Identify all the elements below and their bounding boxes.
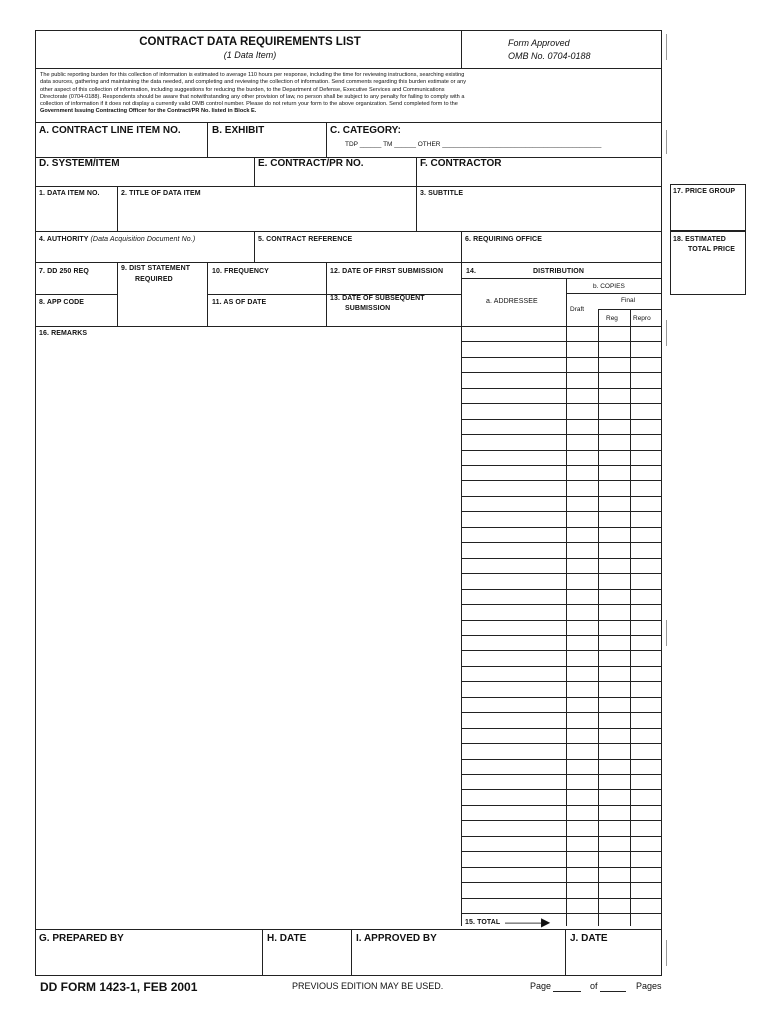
form-title: CONTRACT DATA REQUIREMENTS LIST xyxy=(139,36,361,48)
row-abc-divider-1 xyxy=(207,122,208,157)
final-label: Final xyxy=(621,297,636,304)
row-123-bottom-rule xyxy=(35,231,662,232)
form-approved: Form Approved xyxy=(508,38,570,48)
distribution-row-rule xyxy=(461,743,662,744)
distribution-row-rule xyxy=(461,589,662,590)
contract-reference-field[interactable] xyxy=(256,246,459,260)
subtitle-field[interactable] xyxy=(418,203,658,227)
distribution-row-rule xyxy=(461,372,662,373)
distribution-row-rule xyxy=(461,542,662,543)
distribution-row-rule xyxy=(461,357,662,358)
distribution-row-rule xyxy=(461,419,662,420)
row-def-divider-1 xyxy=(254,157,255,186)
copies-col-divider-3 xyxy=(630,309,631,926)
page-number-field[interactable] xyxy=(553,980,581,992)
app-code-field[interactable] xyxy=(38,310,114,324)
item-4-note: (Data Acquisition Document No.) xyxy=(90,236,196,243)
first-submission-field[interactable] xyxy=(328,279,459,292)
page-label: Page xyxy=(530,981,552,991)
as-of-date-field[interactable] xyxy=(210,310,324,324)
form-number: DD FORM 1423-1, FEB 2001 xyxy=(40,980,198,994)
category-options: TDP ______ TM ______ OTHER ____________________________________________ xyxy=(345,141,602,148)
distribution-row-rule xyxy=(461,604,662,605)
item-7-label: 7. DD 250 REQ xyxy=(39,268,89,275)
edge-mark xyxy=(666,940,667,966)
title-bottom-rule xyxy=(35,68,662,69)
remarks-bottom-rule xyxy=(35,929,662,930)
distribution-row-rule xyxy=(461,480,662,481)
title-divider xyxy=(461,30,462,68)
edge-mark xyxy=(666,620,667,646)
reg-label: Reg xyxy=(606,315,618,322)
contractor-field[interactable] xyxy=(418,170,658,184)
item-2-label: 2. TITLE OF DATA ITEM xyxy=(121,190,201,197)
item-18-label-line-2: TOTAL PRICE xyxy=(688,246,735,253)
edge-mark xyxy=(666,34,667,60)
distribution-left-rule xyxy=(461,262,462,926)
distribution-row-rule xyxy=(461,403,662,404)
distribution-row-rule xyxy=(461,450,662,451)
distribution-row-rule xyxy=(461,759,662,760)
copies-col-divider-2 xyxy=(598,309,599,926)
row-123-divider-2 xyxy=(416,186,417,231)
distribution-row-rule xyxy=(461,434,662,435)
distribution-row-rule xyxy=(461,805,662,806)
distribution-row-rule xyxy=(461,882,662,883)
addressee-label: a. ADDRESSEE xyxy=(486,298,538,305)
of-label: of xyxy=(590,981,598,991)
distribution-label: DISTRIBUTION xyxy=(533,268,584,275)
requiring-office-field[interactable] xyxy=(463,246,658,260)
item-18-label-line-1: 18. ESTIMATED xyxy=(673,236,726,243)
item-10-label: 10. FREQUENCY xyxy=(212,268,269,275)
item-12-label: 12. DATE OF FIRST SUBMISSION xyxy=(330,268,444,275)
burden-line: other aspect of this collection of information, including suggestions for reducing the burden, to the Department of Defense, Executive Services and Communications xyxy=(40,86,445,93)
pages-label: Pages xyxy=(636,981,662,991)
contract-pr-field[interactable] xyxy=(256,170,414,184)
distribution-row-rule xyxy=(461,650,662,651)
item-11-label: 11. AS OF DATE xyxy=(212,299,267,306)
distribution-row-rule xyxy=(461,851,662,852)
frequency-field[interactable] xyxy=(210,279,324,292)
copies-label: b. COPIES xyxy=(593,283,625,290)
row-def-divider-2 xyxy=(416,157,417,186)
distribution-row-rule xyxy=(461,527,662,528)
prepared-by-field[interactable] xyxy=(38,950,260,970)
distribution-row-rule xyxy=(461,867,662,868)
item-9-label-line-1: 9. DIST STATEMENT xyxy=(121,265,191,272)
row-123-divider-1 xyxy=(117,186,118,231)
burden-line: The public reporting burden for this collection of information is estimated to average 110 hours per response, including the time for reviewing instructions, searching existing xyxy=(40,72,465,78)
row-abc-divider-2 xyxy=(326,122,327,157)
distribution-row-rule xyxy=(461,728,662,729)
distribution-row-rule xyxy=(461,388,662,389)
copies-col-divider-1 xyxy=(566,278,567,926)
price-group-field[interactable] xyxy=(672,202,744,228)
item-13-label-line-2: SUBMISSION xyxy=(345,305,391,312)
distribution-row-rule xyxy=(461,712,662,713)
authority-field[interactable] xyxy=(38,246,252,260)
item-1-label: 1. DATA ITEM NO. xyxy=(39,190,100,197)
approved-date-field[interactable] xyxy=(568,950,658,970)
block-e-label: E. CONTRACT/PR NO. xyxy=(258,158,364,169)
title-of-data-item-field[interactable] xyxy=(119,203,414,227)
distribution-row-rule xyxy=(461,341,662,342)
block-i-label: I. APPROVED BY xyxy=(356,933,437,944)
distribution-row-rule xyxy=(461,620,662,621)
draft-label: Draft xyxy=(570,306,585,313)
item-17-label: 17. PRICE GROUP xyxy=(673,188,736,195)
remarks-field[interactable] xyxy=(38,342,458,922)
distribution-row-rule xyxy=(461,774,662,775)
distribution-row-rule xyxy=(461,666,662,667)
distribution-row-rule xyxy=(461,465,662,466)
burden-bottom-rule xyxy=(35,122,662,123)
form-subtitle: (1 Data Item) xyxy=(223,50,277,60)
approved-by-field[interactable] xyxy=(354,950,562,970)
item-4-label xyxy=(39,236,195,243)
burden-line: data sources, gathering and maintaining the data needed, and completing and reviewing the collection of information. Send comments regarding this burden estimate or any xyxy=(40,79,467,86)
item-4-text: 4. AUTHORITY xyxy=(39,236,89,243)
sig-divider-3 xyxy=(565,929,566,976)
edition-note: PREVIOUS EDITION MAY BE USED. xyxy=(292,981,444,991)
distribution-row-rule xyxy=(461,913,662,914)
sig-divider-2 xyxy=(351,929,352,976)
omb-number: OMB No. 0704-0188 xyxy=(508,51,591,61)
burden-line: collection of information if it does not display a currently valid OMB control number. Please do not return your form to the above organization. Send completed form to the xyxy=(40,101,458,108)
dd250-req-field[interactable] xyxy=(38,279,114,292)
item-13-label-line-1: 13. DATE OF SUBSEQUENT xyxy=(330,295,425,302)
system-item-field[interactable] xyxy=(38,170,252,184)
prepared-date-field[interactable] xyxy=(265,950,349,970)
estimated-price-field[interactable] xyxy=(672,258,744,292)
subsequent-submission-field[interactable] xyxy=(328,314,459,325)
distribution-row-rule xyxy=(461,573,662,574)
sig-divider-1 xyxy=(262,929,263,976)
block-c-label: C. CATEGORY: xyxy=(330,125,401,136)
burden-line: Government Issuing Contracting Officer for the Contract/PR No. listed in Block E. xyxy=(40,108,257,115)
data-item-no-field[interactable] xyxy=(38,203,114,227)
contract-line-item-field[interactable] xyxy=(38,138,204,154)
dist-statement-field[interactable] xyxy=(120,290,204,324)
block-b-label: B. EXHIBIT xyxy=(212,125,265,136)
repro-label: Repro xyxy=(633,315,651,322)
item-5-label: 5. CONTRACT REFERENCE xyxy=(258,236,353,243)
distribution-row-rule xyxy=(461,789,662,790)
row-7-bottom-rule-left xyxy=(35,294,117,295)
block-f-label: F. CONTRACTOR xyxy=(420,158,502,169)
distribution-row-rule xyxy=(461,496,662,497)
edge-mark xyxy=(666,130,667,154)
row-456-divider-1 xyxy=(254,231,255,262)
distribution-row-rule xyxy=(461,635,662,636)
distribution-header-rule xyxy=(461,278,662,279)
row-456-divider-2 xyxy=(461,231,462,262)
burden-line: Directorate (0704-0188). Respondents should be aware that notwithstanding any other provision of law, no person shall be subject to any penalty for failing to comply with a xyxy=(40,93,465,100)
distribution-row-rule xyxy=(461,681,662,682)
row-456-bottom-rule xyxy=(35,262,662,263)
distribution-row-rule xyxy=(461,898,662,899)
block-h-label: H. DATE xyxy=(267,933,307,944)
distribution-row-rule xyxy=(461,558,662,559)
item-3-label: 3. SUBTITLE xyxy=(420,190,464,197)
item-16-label: 16. REMARKS xyxy=(39,330,88,337)
copies-rule xyxy=(566,293,662,294)
row-def-bottom-rule xyxy=(35,186,662,187)
distribution-row-rule xyxy=(461,820,662,821)
total-pages-field[interactable] xyxy=(600,980,626,992)
item-9-label-line-2: REQUIRED xyxy=(135,276,173,283)
item-6-label: 6. REQUIRING OFFICE xyxy=(465,236,542,243)
block-d-label: D. SYSTEM/ITEM xyxy=(39,158,120,169)
block-g-label: G. PREPARED BY xyxy=(39,933,124,944)
row-7-divider-1 xyxy=(117,262,118,326)
edge-mark xyxy=(666,320,667,346)
block-j-label: J. DATE xyxy=(570,933,608,944)
item-14-label: 14. xyxy=(466,268,477,275)
item-8-label: 8. APP CODE xyxy=(39,299,85,306)
exhibit-field[interactable] xyxy=(210,138,324,154)
item-15-label: 15. TOTAL xyxy=(465,919,501,926)
header-bottom-rule xyxy=(35,326,662,327)
block-a-label: A. CONTRACT LINE ITEM NO. xyxy=(39,125,181,136)
distribution-row-rule xyxy=(461,697,662,698)
burden-statement xyxy=(40,72,657,116)
total-arrow: ———▶ xyxy=(505,915,551,929)
distribution-row-rule xyxy=(461,836,662,837)
distribution-row-rule xyxy=(461,511,662,512)
